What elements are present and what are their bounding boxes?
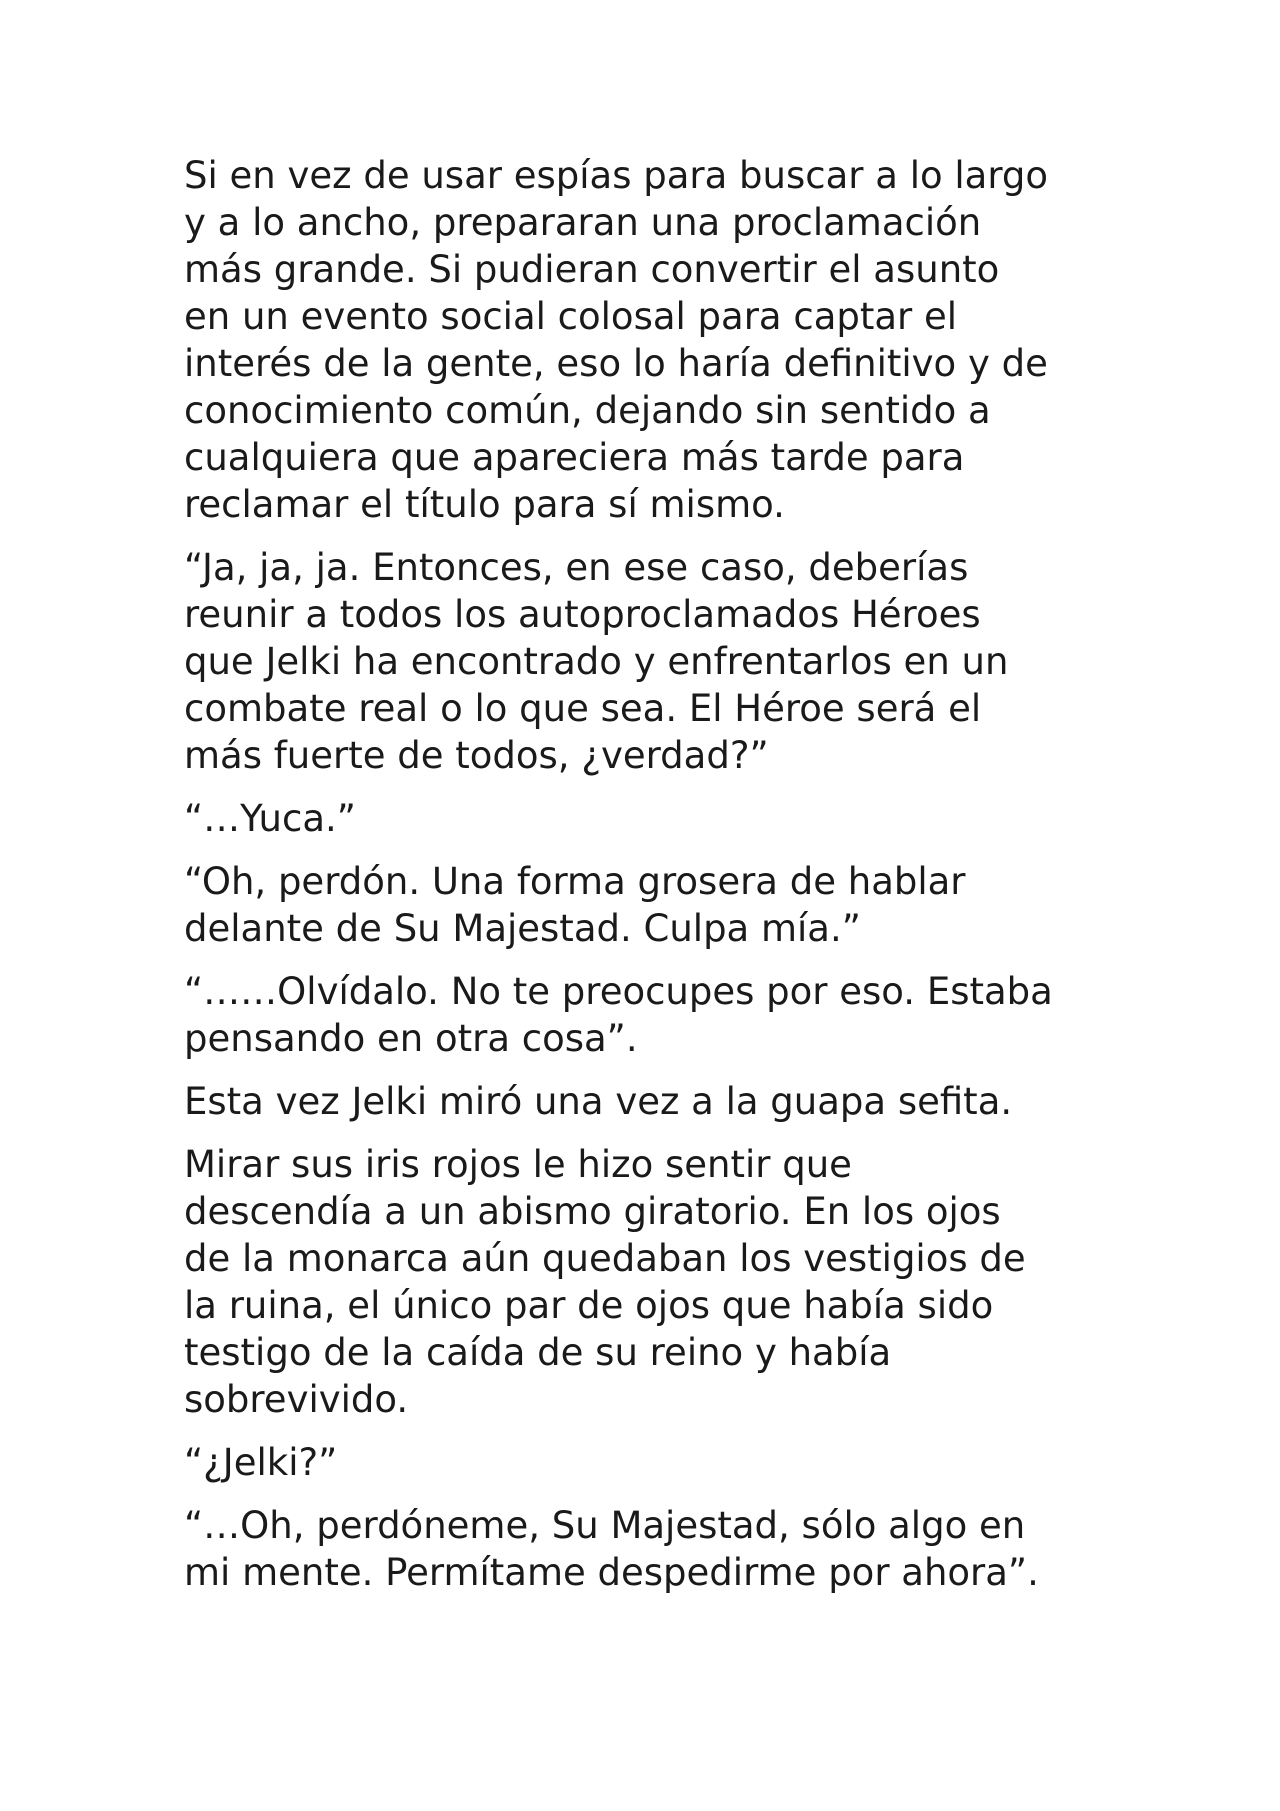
paragraph-3: “…Yuca.” [184,797,356,840]
paragraph-6: Esta vez Jelki miró una vez a la guapa sefita. [184,1080,1013,1123]
paragraph-5: “……Olvídalo. No te preocupes por eso. Estaba pensando en otra cosa”. [184,970,1053,1060]
paragraph-4: “Oh, perdón. Una forma grosera de hablar delante de Su Majestad. Culpa mía.” [184,860,966,950]
paragraph-9: “…Oh, perdóneme, Su Majestad, sólo algo en mi mente. Permítame despedirme por ahora”. [184,1504,1039,1594]
paragraph-7: Mirar sus iris rojos le hizo sentir que descendía a un abismo giratorio. En los ojos de la monarca aún quedaban los vestigios de la ruina, el único par de ojos que había sido testigo de la caída de su reino y había sobrevivido. [184,1143,1026,1421]
document-body [184,152,1124,1612]
paragraph-1: Si en vez de usar espías para buscar a lo largo y a lo ancho, prepararan una proclamación más grande. Si pudieran convertir el asunto en un evento social colosal para captar el interés de la gente, eso lo haría definitivo y de conocimiento común, dejando sin sentido a cualquiera que apareciera más tarde para reclamar el título para sí mismo. [184,154,1049,526]
paragraph-8: “¿Jelki?” [184,1441,338,1484]
paragraph-2: “Ja, ja, ja. Entonces, en ese caso, deberías reunir a todos los autoproclamados Héroes que Jelki ha encontrado y enfrentarlos en un combate real o lo que sea. El Héroe será el más fuerte de todos, ¿verdad?” [184,546,1009,777]
